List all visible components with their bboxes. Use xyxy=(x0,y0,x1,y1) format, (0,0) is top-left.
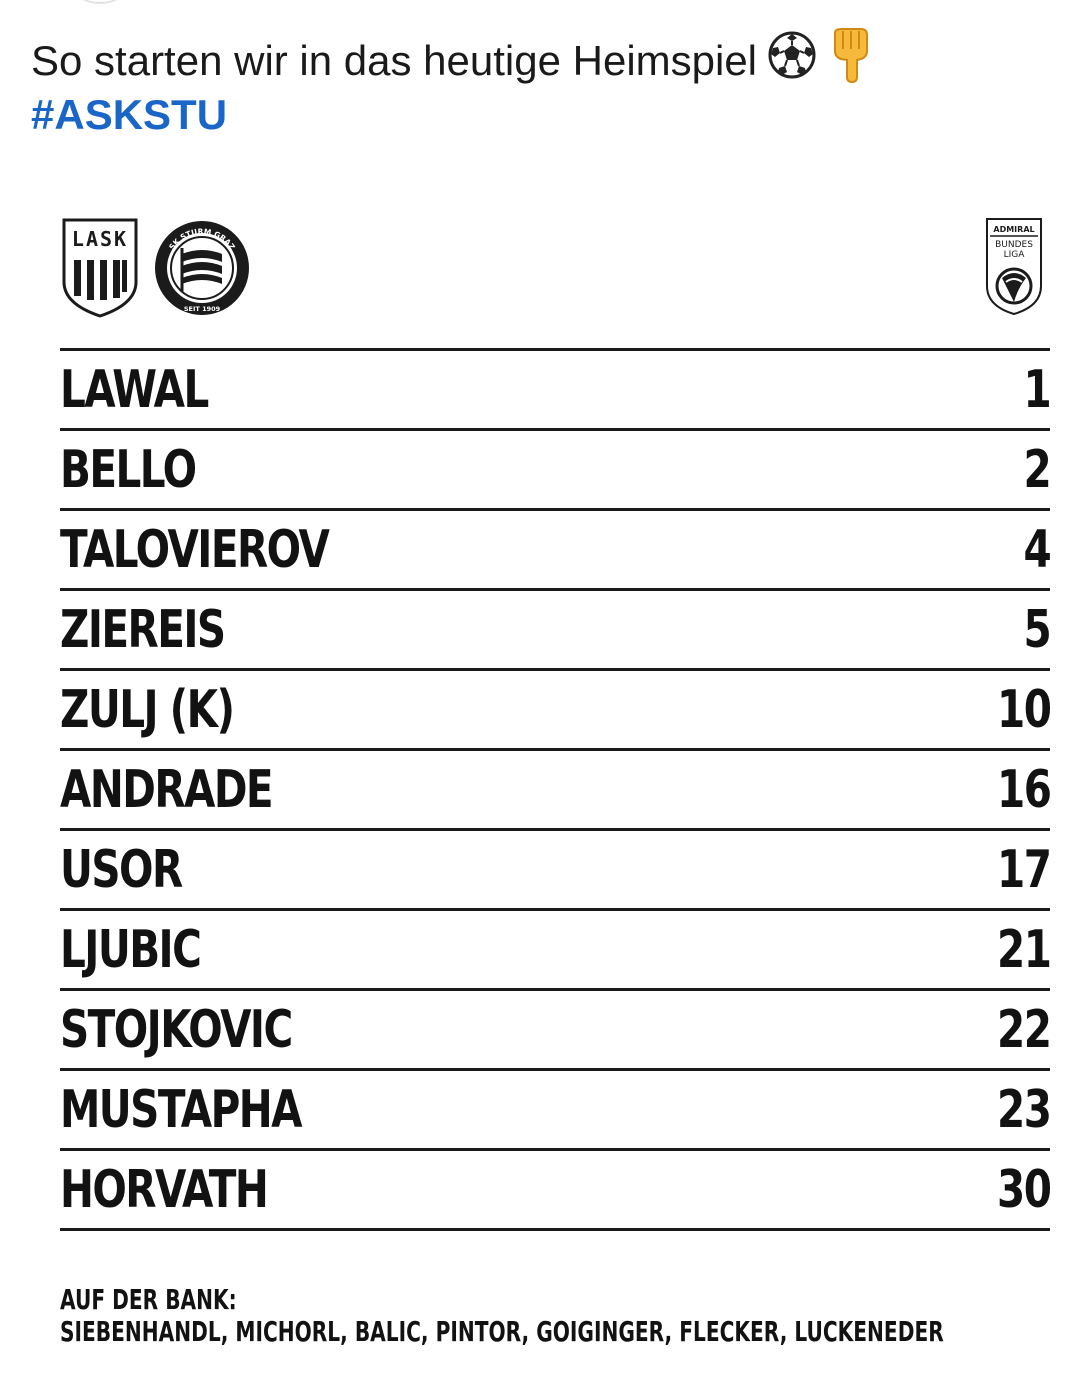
player-name: ANDRADE xyxy=(60,759,273,820)
post-caption-text: So starten wir in das heutige Heimspiel xyxy=(31,37,758,84)
player-row xyxy=(60,1071,1050,1151)
player-row xyxy=(60,671,1050,751)
post-text xyxy=(31,34,873,142)
player-number: 16 xyxy=(996,759,1050,820)
player-row xyxy=(60,591,1050,671)
player-number: 2 xyxy=(1023,439,1050,500)
sturm-logo-bottom-text: SEIT 1909 xyxy=(183,305,221,313)
player-list xyxy=(60,348,1050,1231)
liga-sponsor-text: ADMIRAL xyxy=(993,225,1035,234)
liga-line1-text: BUNDES xyxy=(995,240,1033,250)
bundesliga-logo xyxy=(984,216,1044,321)
sturm-logo-top-text: SK STURM GRAZ xyxy=(167,226,237,252)
player-row xyxy=(60,751,1050,831)
player-name: TALOVIEROV xyxy=(60,519,329,580)
player-number: 17 xyxy=(996,839,1050,900)
bench-section xyxy=(60,1284,1050,1348)
sturm-graz-logo xyxy=(152,218,252,323)
player-row xyxy=(60,351,1050,431)
player-row xyxy=(60,511,1050,591)
player-number: 21 xyxy=(996,919,1050,980)
player-name: USOR xyxy=(60,839,182,900)
player-number: 30 xyxy=(996,1159,1050,1220)
player-row xyxy=(60,911,1050,991)
player-number: 22 xyxy=(996,999,1050,1060)
hashtag-link[interactable]: #ASKSTU xyxy=(31,91,228,138)
soccer-ball-icon xyxy=(767,30,817,93)
pointing-down-icon xyxy=(827,27,873,96)
player-name: HORVATH xyxy=(60,1159,268,1220)
bench-label: AUF DER BANK: xyxy=(60,1283,237,1316)
lineup-graphic xyxy=(58,212,1050,1372)
player-row xyxy=(60,991,1050,1071)
player-row xyxy=(60,431,1050,511)
player-name: ZIEREIS xyxy=(60,599,225,660)
player-number: 23 xyxy=(996,1079,1050,1140)
player-number: 5 xyxy=(1023,599,1050,660)
avatar-edge xyxy=(60,0,140,4)
logo-bar xyxy=(58,212,1050,322)
player-name: ZULJ (K) xyxy=(60,679,234,740)
lask-logo xyxy=(60,216,140,325)
player-name: LAWAL xyxy=(60,359,208,420)
player-name: MUSTAPHA xyxy=(60,1079,302,1140)
player-number: 4 xyxy=(1023,519,1050,580)
player-number: 1 xyxy=(1023,359,1050,420)
player-name: STOJKOVIC xyxy=(60,999,292,1060)
player-row xyxy=(60,831,1050,911)
post-caption xyxy=(31,34,873,88)
player-row xyxy=(60,1151,1050,1231)
player-number: 10 xyxy=(996,679,1050,740)
player-name: BELLO xyxy=(60,439,196,500)
bench-players: SIEBENHANDL, MICHORL, BALIC, PINTOR, GOIGINGER, FLECKER, LUCKENEDER xyxy=(60,1315,944,1348)
player-name: LJUBIC xyxy=(60,919,201,980)
liga-line2-text: LIGA xyxy=(1003,250,1025,260)
lask-logo-text: LASK xyxy=(71,227,129,251)
